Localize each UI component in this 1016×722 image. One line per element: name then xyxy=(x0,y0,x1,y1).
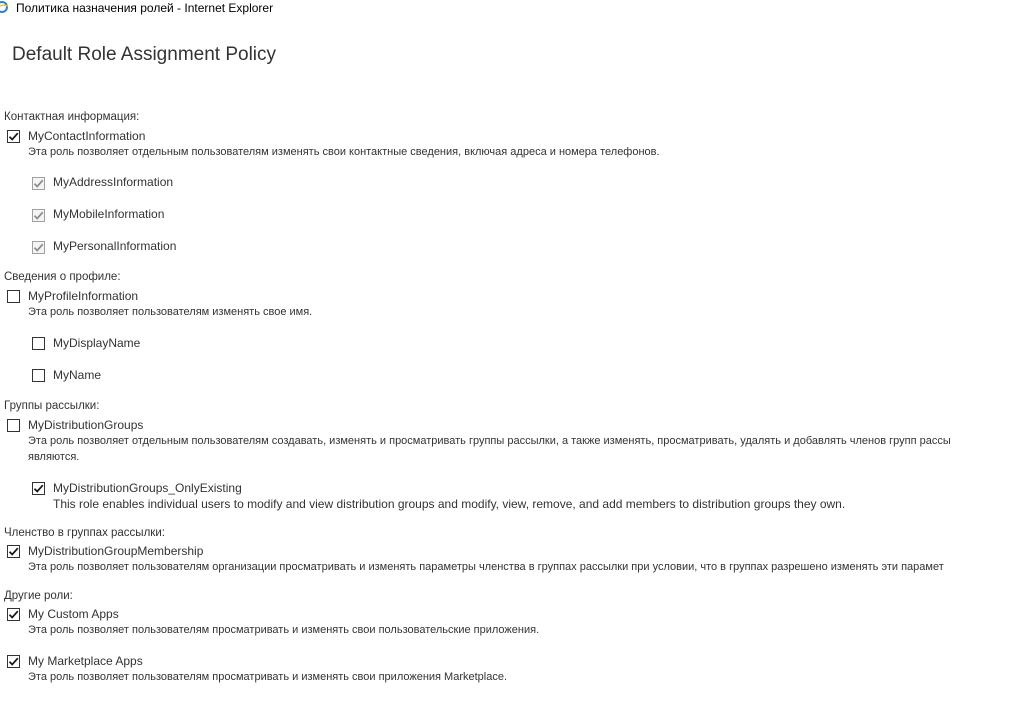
section-label-contact: Контактная информация: xyxy=(4,111,140,123)
checkbox-my-name[interactable] xyxy=(32,369,45,382)
checkbox-my-custom-apps[interactable] xyxy=(7,608,20,621)
section-label-profile: Сведения о профиле: xyxy=(4,271,121,283)
checkbox-my-address-information[interactable] xyxy=(32,177,45,190)
role-name-my-contact-information: MyContactInformation xyxy=(28,129,146,143)
window-title: Политика назначения ролей - Internet Explorer xyxy=(16,1,274,15)
role-name-my-marketplace-apps: My Marketplace Apps xyxy=(28,654,143,668)
role-name-my-display-name: MyDisplayName xyxy=(53,336,141,350)
checkbox-my-distribution-group-membership[interactable] xyxy=(7,545,20,558)
section-label-distribution-group-membership: Членство в группах рассылки: xyxy=(4,527,165,539)
role-description-my-custom-apps: Эта роль позволяет пользователям просматривать и изменять свои пользовательские приложения. xyxy=(28,624,540,636)
role-description-my-distribution-groups-only-existing: This role enables individual users to modify and view distribution groups and modify, view, remove, and add members to distribution groups they own. xyxy=(53,497,846,511)
section-label-other-roles: Другие роли: xyxy=(4,590,73,602)
role-name-my-address-information: MyAddressInformation xyxy=(53,175,174,189)
page-title: Default Role Assignment Policy xyxy=(12,44,277,65)
checkbox-my-display-name[interactable] xyxy=(32,337,45,350)
role-description-my-profile-information: Эта роль позволяет пользователям изменять свое имя. xyxy=(28,306,313,318)
role-name-my-custom-apps: My Custom Apps xyxy=(28,607,119,621)
checkbox-my-profile-information[interactable] xyxy=(7,290,20,303)
checkbox-my-contact-information[interactable] xyxy=(7,130,20,143)
checkbox-my-distribution-groups[interactable] xyxy=(7,419,20,432)
role-name-my-name: MyName xyxy=(53,368,102,382)
window-titlebar xyxy=(0,0,1016,16)
checkbox-my-distribution-groups-only-existing[interactable] xyxy=(32,482,45,495)
role-name-my-mobile-information: MyMobileInformation xyxy=(53,207,165,221)
checkbox-my-personal-information[interactable] xyxy=(32,241,45,254)
checkbox-my-marketplace-apps[interactable] xyxy=(7,655,20,668)
role-name-my-distribution-groups-only-existing: MyDistributionGroups_OnlyExisting xyxy=(53,481,242,495)
section-label-distribution-groups: Группы рассылки: xyxy=(4,400,100,412)
ie-icon xyxy=(0,1,8,13)
role-description-my-distribution-groups-line2: являются. xyxy=(28,451,80,463)
role-name-my-personal-information: MyPersonalInformation xyxy=(53,239,177,253)
role-name-my-distribution-groups: MyDistributionGroups xyxy=(28,418,144,432)
role-description-my-distribution-group-membership: Эта роль позволяет пользователям организации просматривать и изменять параметры членства в группах рассылки при условии, что в группах разрешено изменять эти парамет xyxy=(28,561,944,573)
checkbox-my-mobile-information[interactable] xyxy=(32,209,45,222)
role-description-my-distribution-groups: Эта роль позволяет отдельным пользователям создавать, изменять и просматривать группы рассылки, а также изменять, просматривать, удалять и добавлять членов групп рассы xyxy=(28,435,951,447)
role-name-my-distribution-group-membership: MyDistributionGroupMembership xyxy=(28,544,204,558)
role-name-my-profile-information: MyProfileInformation xyxy=(28,289,139,303)
role-description-my-marketplace-apps: Эта роль позволяет пользователям просматривать и изменять свои приложения Marketplace. xyxy=(28,671,508,683)
role-description-my-contact-information: Эта роль позволяет отдельным пользователям изменять свои контактные сведения, включая адреса и номера телефонов. xyxy=(28,146,660,158)
